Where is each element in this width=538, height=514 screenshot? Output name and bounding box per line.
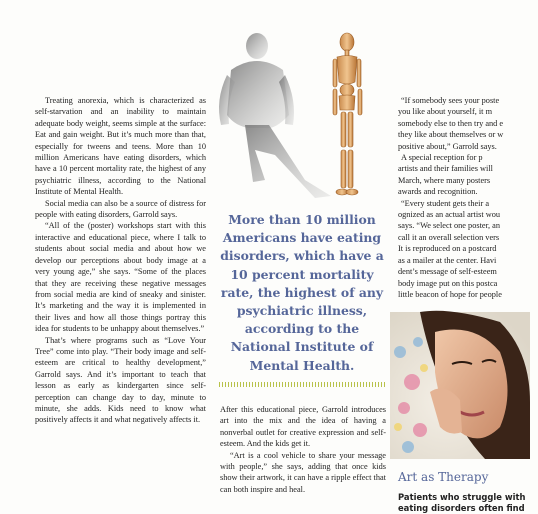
article-line: awards and recognition.	[398, 187, 478, 197]
article-column-3	[398, 95, 538, 300]
article-line: says. “We select one poster, an	[398, 221, 500, 231]
article-paragraph: Social media can also be a source of distress for people with eating disorders, Garrold says.	[35, 198, 206, 220]
article-column-2	[220, 404, 386, 495]
sidebar-text: Patients who struggle with eating disorders often find	[398, 492, 526, 513]
pull-quote-divider	[219, 382, 386, 387]
article-paragraph: “Art is a cool vehicle to share your message with people,” she says, adding that once kids show their artwork, it can have a ripple effect that can both inspire and heal.	[220, 450, 386, 494]
article-line: body image put on this postca	[398, 278, 498, 288]
article-line: It is reproduced on a postcard	[398, 244, 497, 254]
article-paragraph: “All of the (poster) workshops start with this interactive and educational piece, where I talk to students about social media and about how we develop our perceptions about body image at a very young age,” she says. “Some of the places that they are receiving these negative messages from social media are kind of sneaky and sinister. It’s marketing and the way it is implemented in their lives and how all those things portray this idea for students to be unhappy about themselves.”	[35, 221, 206, 334]
article-line: positive about,” Garrold says.	[398, 141, 497, 151]
article-line: “Every student gets their a	[401, 198, 490, 208]
article-paragraph: Treating anorexia, which is characterized as self-starvation and an inability to maintain adequate body weight, seems simple at the surface: Eat and gain weight. But it’s much more than that, especially for tweens and teens. More than 10 million Americans have eating disorders, which have a 10 percent mortality rate, the highest of any psychiatric illness, according to the National Institute of Mental Health.	[35, 96, 206, 197]
article-line: little beacon of hope for people	[398, 289, 502, 299]
article-line: somebody else to then try and e	[398, 118, 504, 128]
article-paragraph: That’s where programs such as “Love Your Tree” come into play. “Their body image and self-esteem are critical to healthy development,” Garrold says. And it’s important to teach that lesson as early as kindergarten since self-perception can change day to day, minute to minute, she adds. Kids need to know what positively affects it and what negatively affects it.	[35, 335, 206, 425]
article-line: “If somebody sees your poste	[401, 96, 500, 105]
mannequin-shadow-illustration	[205, 30, 395, 200]
article-line: as a mailer at the center. Havi	[398, 255, 497, 265]
sidebar-heading: Art as Therapy	[398, 470, 489, 484]
article-line: you like about yourself, it m	[398, 107, 493, 117]
face-flowers-photo	[390, 312, 530, 459]
article-line: artists and their families will	[398, 164, 493, 174]
article-line: A special reception for p	[401, 153, 483, 163]
article-line: March, where many posters	[398, 175, 491, 185]
article-column-1	[35, 95, 206, 426]
article-line: dent’s message of self-esteem	[398, 267, 497, 277]
pull-quote: More than 10 million Americans have eating disorders, which have a 10 percent mortality rate, the highest of any psychiatric illness, according to the National Institute of Mental Health.	[220, 212, 384, 373]
article-line: call it an overall selection vers	[398, 232, 500, 242]
article-line: ognized as an actual artist wou	[398, 210, 501, 220]
article-paragraph: After this educational piece, Garrold introduces art into the mix and the idea of having a nonverbal outlet for creative expression and self-esteem. And the kids get it.	[220, 405, 386, 449]
article-line: they like about themselves or w	[398, 130, 504, 140]
